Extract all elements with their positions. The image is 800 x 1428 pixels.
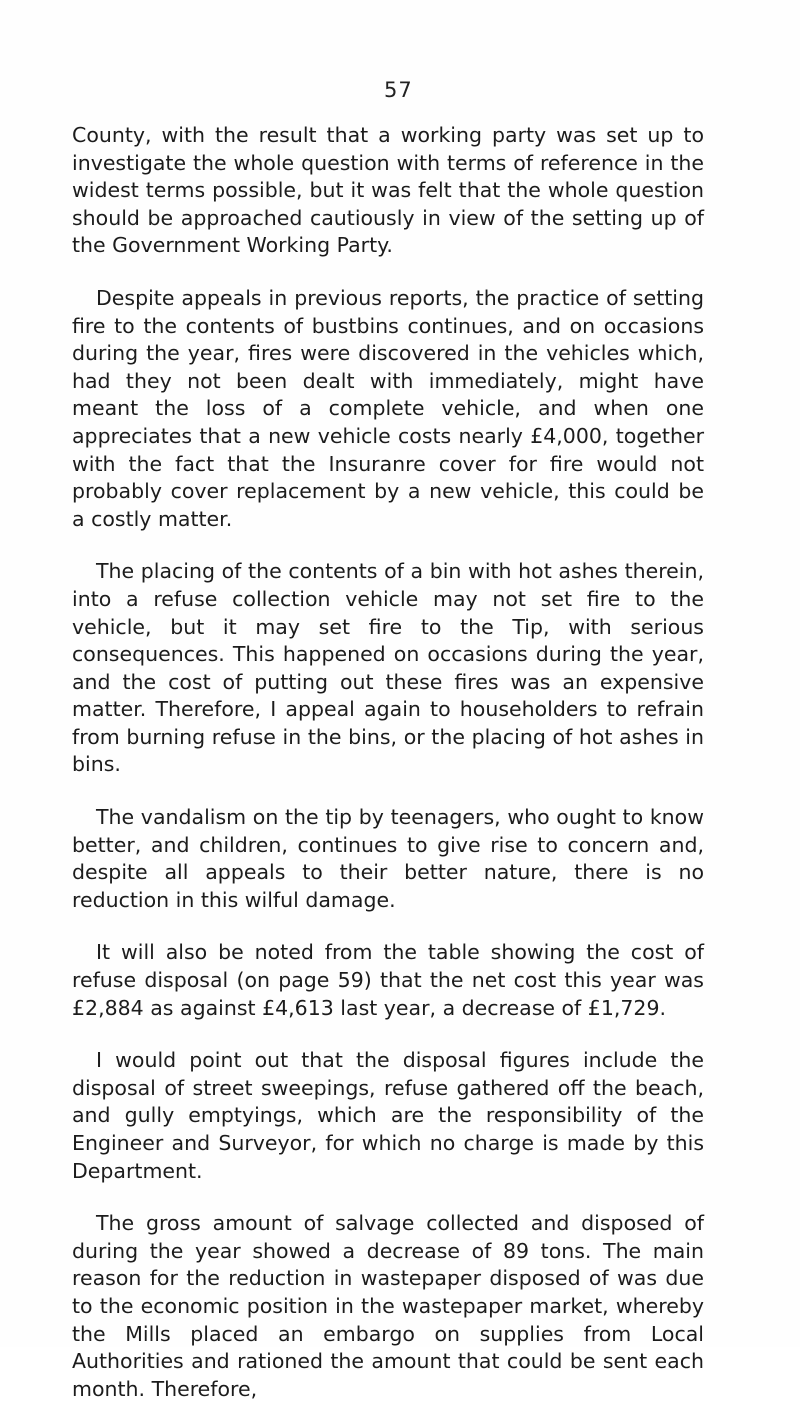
paragraph-working-party: County, with the result that a working party was set up to investigate the whole question with terms of reference in the widest terms possible, but it was felt that the whole question should be approached cautiously in view of the setting up of the Government Working Party. — [72, 123, 704, 258]
body-text — [72, 122, 704, 1428]
paragraph-hot-ashes: The placing of the contents of a bin with hot ashes therein, into a refuse collection vehicle may not set fire to the vehicle, but it may set fire to the Tip, with serious consequences. This happened on occasions during the year, and the cost of putting out these fires was an expensive matter. Therefore, I appeal again to householders to refrain from burning refuse in the bins, or the placing of hot ashes in bins. — [72, 559, 704, 777]
paragraph-disposal-figures: I would point out that the disposal figures include the disposal of street sweepings, refuse gathered off the beach, and gully emptyings, which are the responsibility of the Engineer and Surveyor, for which no charge is made by this Department. — [72, 1048, 704, 1183]
paragraph-bustbin-fires: Despite appeals in previous reports, the practice of setting fire to the contents of bustbins continues, and on occasions during the year, fires were discovered in the vehicles which, had they not been dealt with immediately, might have meant the loss of a complete vehicle, and when one appreciates that a new vehicle costs nearly £4,000, together with the fact that the Insuranre cover for fire would not probably cover replacement by a new vehicle, this could be a costly matter. — [72, 285, 704, 531]
paragraph-disposal-cost: It will also be noted from the table showing the cost of refuse disposal (on page 59) that the net cost this year was £2,884 as against £4,613 last year, a decrease of £1,729. — [72, 940, 704, 1020]
paragraph-salvage: The gross amount of salvage collected and disposed of during the year showed a decrease of 89 tons. The main reason for the reduction in wastepaper disposed of was due to the economic position in the wastepaper market, whereby the Mills placed an embargo on supplies from Local Authorities and rationed the amount that could be sent each month. Therefore, — [72, 1211, 704, 1401]
page-number: 57 — [384, 78, 413, 102]
paragraph-vandalism: The vandalism on the tip by teenagers, who ought to know better, and children, continues to give rise to concern and, despite all appeals to their better nature, there is no reduction in this wilful damage. — [72, 805, 704, 912]
